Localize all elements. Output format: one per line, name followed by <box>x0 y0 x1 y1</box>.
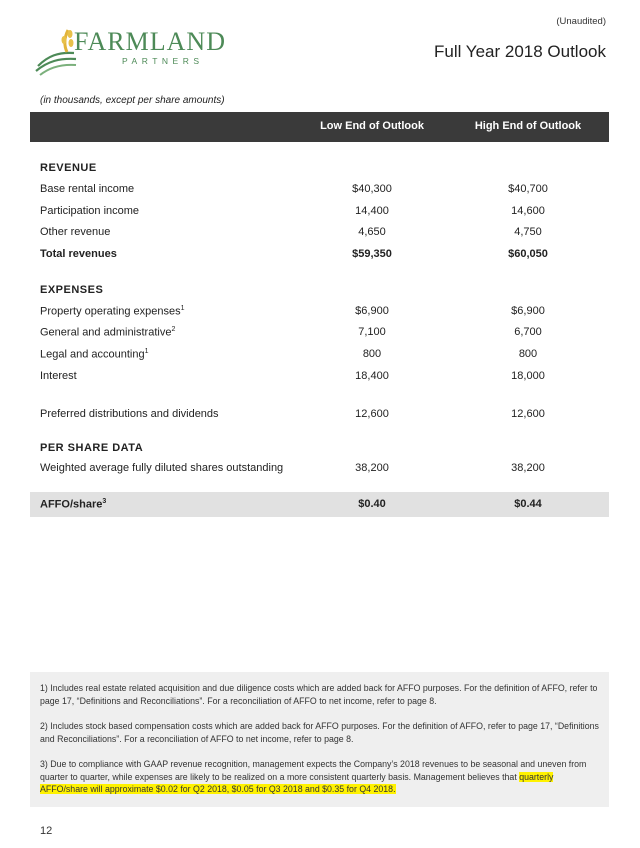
column-header-high: High End of Outlook <box>474 120 582 132</box>
low-value: $0.40 <box>358 498 386 510</box>
high-value: $60,050 <box>508 248 548 260</box>
low-value: $59,350 <box>352 248 392 260</box>
affo-share-row <box>0 498 640 518</box>
row-label: Participation income <box>40 205 140 217</box>
section-heading-per-share: PER SHARE DATA <box>40 442 144 454</box>
page-number: 12 <box>40 825 53 837</box>
section-heading-expenses: EXPENSES <box>40 284 104 296</box>
company-logo <box>34 26 224 76</box>
table-row <box>0 205 640 225</box>
preferred-distributions-row <box>0 408 640 428</box>
high-value: $0.44 <box>514 498 542 510</box>
logo-subtitle: PARTNERS <box>122 56 204 66</box>
footnote-marker: 1 <box>144 348 149 355</box>
low-value: 38,200 <box>355 462 389 474</box>
high-value: 12,600 <box>511 408 545 420</box>
high-value: 14,600 <box>511 205 545 217</box>
low-value: $40,300 <box>352 183 392 195</box>
high-value: 6,700 <box>514 326 542 338</box>
low-value: 7,100 <box>358 326 386 338</box>
footnote-3: 3) Due to compliance with GAAP revenue recognition, management expects the Company’s 2018 revenues to be seasonal and uneven from quarter to quarter, while expenses are likely to be realized on a more consistent quarterly basis. Management believes that quarterly AFFO/share will approximate $0.02 for Q2 2018, $0.05 for Q3 2018 and $0.35 for Q4 2018. <box>40 759 587 794</box>
highlighted-guidance: quarterly AFFO/share will approximate $0.02 for Q2 2018, $0.05 for Q3 2018 and $0.35 for Q4 2018. <box>40 771 554 794</box>
low-value: 18,400 <box>355 370 389 382</box>
table-row <box>0 348 640 368</box>
high-value: $40,700 <box>508 183 548 195</box>
low-value: $6,900 <box>355 305 389 317</box>
table-row <box>0 183 640 203</box>
units-note: (in thousands, except per share amounts) <box>40 95 225 106</box>
footnote-1: 1) Includes real estate related acquisition and due diligence costs which are added back for AFFO purposes. For the definition of AFFO, refer to page 17, “Definitions and Reconciliations”. For a reconciliation of AFFO to net income, refer to page 8. <box>40 683 598 706</box>
row-label: Legal and accounting$^1$ <box>40 348 149 361</box>
row-label: Weighted average fully diluted shares outstanding <box>40 462 284 474</box>
low-value: 12,600 <box>355 408 389 420</box>
row-label: AFFO/share$^3$ <box>40 498 107 511</box>
low-value: 800 <box>362 348 382 360</box>
high-value: $6,900 <box>511 305 545 317</box>
footnote-marker: 1 <box>180 305 185 312</box>
table-row <box>0 226 640 246</box>
wheat-icon <box>34 26 78 76</box>
row-label: Interest <box>40 370 77 382</box>
footnotes-box <box>30 672 609 807</box>
page-title: Full Year 2018 Outlook <box>433 42 606 61</box>
low-value: 14,400 <box>355 205 389 217</box>
high-value: 800 <box>518 348 538 360</box>
footnote-2: 2) Includes stock based compensation costs which are added back for AFFO purposes. For the definition of AFFO, refer to page 17, “Definitions and Reconciliations”. For a reconciliation of AFFO to net income, refer to page 8. <box>40 721 599 744</box>
row-label: Base rental income <box>40 183 135 195</box>
total-revenues-row <box>0 248 640 268</box>
column-header-low: Low End of Outlook <box>320 120 424 132</box>
row-label: Total revenues <box>40 248 117 260</box>
footnote-marker: 2 <box>171 326 176 333</box>
table-row <box>0 370 640 390</box>
table-row <box>0 305 640 325</box>
row-label: Preferred distributions and dividends <box>40 408 219 420</box>
low-value: 4,650 <box>358 226 386 238</box>
table-row <box>0 326 640 346</box>
high-value: 4,750 <box>514 226 542 238</box>
footnote-marker: 3 <box>102 498 107 505</box>
row-label: Other revenue <box>40 226 111 238</box>
row-label: Property operating expenses$^1$ <box>40 305 185 318</box>
section-heading-revenue: REVENUE <box>40 162 97 174</box>
unaudited-label: (Unaudited) <box>556 16 606 27</box>
high-value: 18,000 <box>511 370 545 382</box>
row-label: General and administrative$^2$ <box>40 326 176 339</box>
logo-wordmark: FARMLAND <box>74 27 226 56</box>
high-value: 38,200 <box>511 462 545 474</box>
table-row <box>0 462 640 482</box>
